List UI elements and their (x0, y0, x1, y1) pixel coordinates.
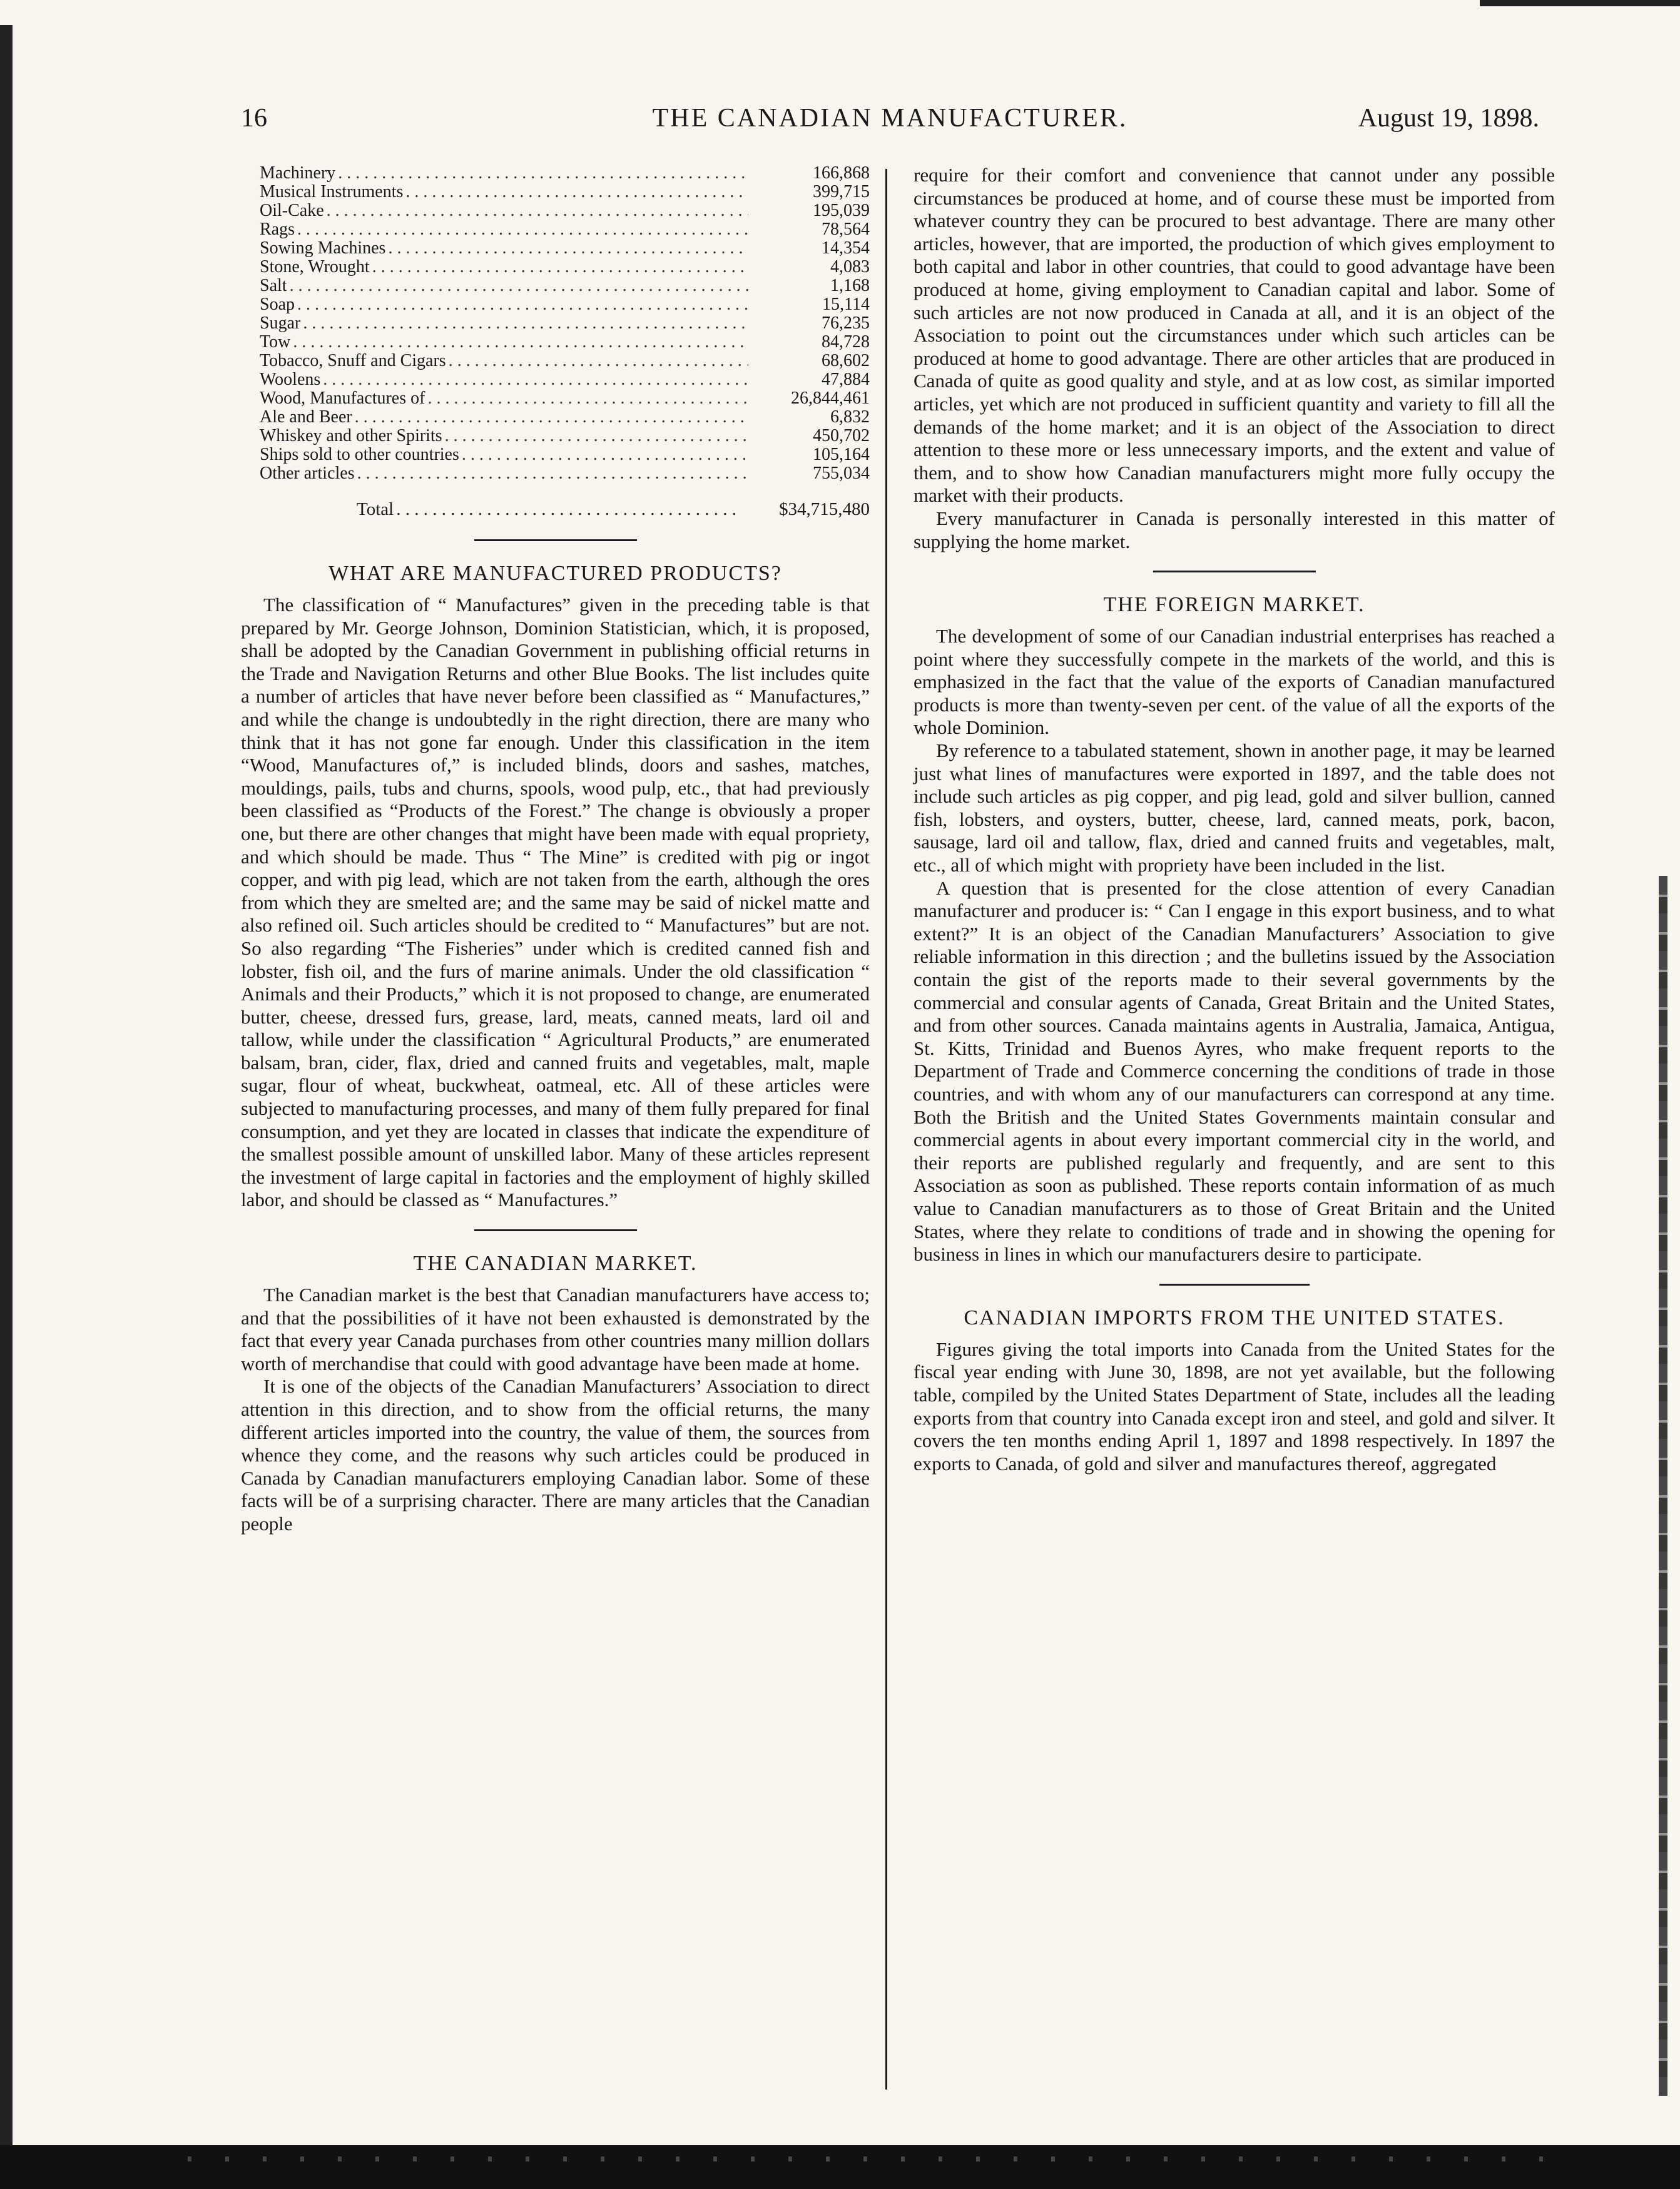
table-row-name: Stone, Wrought (260, 257, 370, 277)
table-row (241, 220, 870, 239)
section-heading-imports-us: CANADIAN IMPORTS FROM THE UNITED STATES. (964, 1306, 1505, 1329)
paragraph: Figures giving the total imports into Canada from the United States for the fiscal year ending with June 30, 1898, are not yet available, but the following table, compiled by the United States Department of State, includes all the leading exports from that country into Canada except iron and steel, and gold and silver. It covers the ten months ending April 1, 1897 and 1898 respectively. In 1897 the exports to Canada, of gold and silver and manufactures thereof, aggregated (914, 1338, 1555, 1475)
section-rule (474, 539, 637, 541)
table-row-name: Rags (260, 220, 295, 239)
right-column (914, 164, 1555, 1475)
table-row-value: 399,715 (813, 182, 870, 201)
paragraph: It is one of the objects of the Canadian Manufacturers’ Association to direct attention in this direction, and to show from the official returns, the many different articles imported into the country, the value of them, the sources from whence they come, and the reasons why such articles could be produced in Canada by Canadian manufacturers employing Canadian labor. Some of these facts will be of a surprising character. There are many articles that the Canadian people (241, 1375, 870, 1535)
table-row-value: 6,832 (830, 407, 870, 427)
page-number: 16 (241, 104, 267, 133)
table-row-value: 68,602 (822, 351, 870, 370)
manufactures-table (241, 164, 870, 483)
publication-title: THE CANADIAN MANUFACTURER. (652, 104, 1128, 133)
table-row-name: Salt (260, 276, 287, 295)
table-total-label: Total (357, 499, 394, 519)
scan-bottom-edge (0, 2145, 1680, 2189)
section-heading-foreign-market: THE FOREIGN MARKET. (1103, 593, 1365, 617)
table-row (241, 408, 870, 427)
scan-right-edge (1659, 876, 1667, 2096)
section-rule (474, 1229, 637, 1231)
table-row (241, 277, 870, 295)
table-row-value: 450,702 (813, 426, 870, 445)
table-row-value: 47,884 (822, 370, 870, 389)
table-row-value: 15,114 (822, 295, 870, 314)
paragraph: A question that is presented for the close attention of every Canadian manufacturer and producer is: “ Can I engage in this export business, and to what extent?” It is an object of the Canadian Manufacturers’ Association to give reliable information in this direction ; and the bulletins issued by the Association contain the gist of the reports made to their several governments by the commercial and consular agents of Canada, Great Britain and the United States, and from other sources. Canada maintains agents in Australia, Jamaica, Antigua, St. Kitts, Trinidad and Buenos Ayres, who make frequent reports to the Department of Trade and Commerce concerning the conditions of trade in those countries, and with whom any of our manufacturers can correspond at any time. Both the British and the United States Governments maintain consular and commercial agents in about every important commercial city in the world, and their reports are published regularly and frequently, and are sent to this Association as soon as published. These reports contain information of as much value to Canadian manufacturers as to those of Great Britain and the United States, where they relate to conditions of trade and in showing the opening for business in lines in which our manufacturers desire to participate. (914, 876, 1555, 1266)
table-row (241, 445, 870, 464)
table-row-name: Sugar (260, 313, 301, 333)
table-row-value: 78,564 (822, 220, 870, 239)
paragraph: The development of some of our Canadian industrial enterprises has reached a point where they successfully compete in the markets of the world, and this is emphasized in the fact that the value of the exports of Canadian manufactured products is more than twenty-seven per cent. of the value of all the exports of the whole Dominion. (914, 625, 1555, 739)
column-divider (885, 169, 887, 2090)
scan-left-edge (0, 25, 13, 2152)
table-row-value: 195,039 (813, 201, 870, 220)
page-header (241, 103, 1539, 147)
table-row-name: Ships sold to other countries (260, 445, 459, 464)
table-row-value: 166,868 (813, 163, 870, 183)
table-row-value: 26,844,461 (791, 389, 870, 408)
table-row (241, 314, 870, 333)
paragraph: The classification of “ Manufactures” given in the preceding table is that prepared by Mr. George Johnson, Dominion Statistician, which, it is proposed, shall be adopted by the Canadian Government in publishing official returns in the Trade and Navigation Returns and other Blue Books. The list includes quite a number of articles that have never before been classified as “ Manufactures,” and while the change is undoubtedly in the right direction, there are many who think that it has not gone far enough. Under this classification in the item “Wood, Manufactures of,” is included blinds, doors and sashes, matches, mouldings, pails, tubs and churns, spools, wood pulp, etc., that had previously been classified as “Products of the Forest.” The change is obviously a proper one, but there are other changes that might have been made with equal propriety, and which should be made. Thus “ The Mine” is credited with pig or ingot copper, and with pig lead, which are not taken from the earth, although the ores from which they are smelted are; and the same may be said of nickel matte and also refined oil. Such articles should be credited to “ Manufactures” but are not. So also regarding “The Fisheries” under which is credited canned fish and lobster, fish oil, and the furs of marine animals. Under the old classification “ Animals and their Products,” which it is not proposed to change, are enumerated butter, cheese, dressed furs, grease, lard, meats, canned meats, lard oil and tallow, while under the classification “ Agricultural Products,” are enumerated balsam, bran, cider, flax, dried and canned fruits and vegetables, malt, maple sugar, flour of wheat, buckwheat, oatmeal, etc. All of these articles were subjected to manufacturing processes, and many of them fully prepared for final consumption, and yet they are located in classes that indicate the expenditure of the smallest possible amount of unskilled labor. Many of these articles represent the investment of large capital in factories and the employment of highly skilled labor, and should be classed as “ Manufactures.” (241, 594, 870, 1211)
table-row (241, 164, 870, 183)
table-row-name: Tow (260, 332, 291, 352)
scan-top-edge (1480, 0, 1680, 6)
paragraph: Every manufacturer in Canada is personally interested in this matter of supplying the home market. (914, 507, 1555, 552)
table-row-name: Musical Instruments (260, 182, 404, 201)
table-row (241, 389, 870, 408)
table-row-name: Oil-Cake (260, 201, 324, 220)
section-rule (1159, 1284, 1310, 1286)
table-row-name: Whiskey and other Spirits (260, 426, 442, 445)
table-total-value: $34,715,480 (779, 499, 870, 519)
table-row-name: Ale and Beer (260, 407, 352, 427)
table-total-row (241, 497, 870, 522)
table-row (241, 370, 870, 389)
left-column (241, 164, 870, 1536)
section-heading-manufactured-products: WHAT ARE MANUFACTURED PRODUCTS? (328, 562, 782, 585)
table-row (241, 183, 870, 201)
table-row-name: Other articles (260, 464, 355, 483)
table-row-value: 14,354 (822, 238, 870, 258)
table-row-name: Tobacco, Snuff and Cigars (260, 351, 446, 370)
table-row-value: 755,034 (813, 464, 870, 483)
table-row-name: Woolens (260, 370, 321, 389)
table-row (241, 295, 870, 314)
paragraph: By reference to a tabulated statement, shown in another page, it may be learned just what lines of manufactures were exported in 1897, and the table does not include such articles as pig copper, and pig lead, gold and silver bullion, canned fish, lobsters, and oysters, butter, cheese, lard, canned meats, pork, bacon, sausage, lard oil and tallow, flax, dried and canned fruits and vegetables, malt, etc., all of which might with propriety have been included in the list. (914, 739, 1555, 876)
section-rule (1153, 571, 1316, 572)
table-row-name: Machinery (260, 163, 336, 183)
table-row-name: Wood, Manufactures of (260, 389, 425, 408)
paragraph: The Canadian market is the best that Canadian manufacturers have access to; and that the possibilities of it have not been exhausted is demonstrated by the fact that every year Canada purchases from other countries many million dollars worth of merchandise that could with good advantage have been made at home. (241, 1284, 870, 1374)
table-row-name: Sowing Machines (260, 238, 386, 258)
table-row-value: 1,168 (830, 276, 870, 295)
table-row (241, 239, 870, 258)
table-row-value: 84,728 (822, 332, 870, 352)
section-heading-canadian-market: THE CANADIAN MARKET. (413, 1252, 698, 1276)
table-row-value: 76,235 (822, 313, 870, 333)
table-row (241, 258, 870, 277)
table-row (241, 333, 870, 352)
table-row-value: 4,083 (830, 257, 870, 277)
issue-date: August 19, 1898. (1358, 104, 1539, 133)
table-row-name: Soap (260, 295, 295, 314)
table-row-value: 105,164 (813, 445, 870, 464)
table-row (241, 201, 870, 220)
table-row (241, 427, 870, 445)
table-row (241, 352, 870, 370)
table-row (241, 464, 870, 483)
paragraph-continued: require for their comfort and convenience that cannot under any possible circumstances be produced at home, and of course these must be imported from whatever country they can be procured to best advantage. There are many other articles, however, that are imported, the production of which gives employment to both capital and labor in other countries, that could to good advantage have been produced at home, giving employment to Canadian capital and labor. Some of such articles are not now produced in Canada at all, and it is an object of the Association to point out the circumstances under which such articles can be produced at home to good advantage. There are other articles that are produced in Canada of quite as good quality and style, and at as low cost, as similar imported articles, yet which are not produced in sufficient quantity and variety to fill all the demands of the home market; and it is an object of the Association to direct attention to these more or less unnecessary imports, and the extent and value of them, and to show how Canadian manufacturers might more fully occupy the market with their products. (914, 164, 1555, 507)
